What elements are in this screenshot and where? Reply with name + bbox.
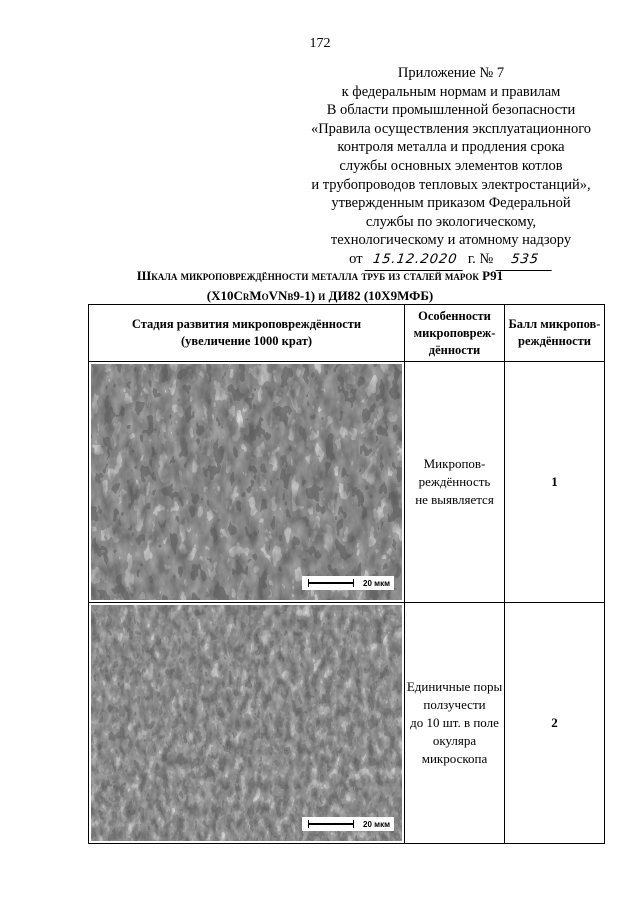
score-cell: 2 [505,603,605,844]
order-number-handwritten: 535 [495,251,554,271]
appendix-line: В области промышленной безопасности [326,102,576,119]
features-line: ползучести [423,697,486,712]
scale-bar-line [308,823,354,825]
scale-title-line: Шкала микроповреждённости металла труб из сталей марок Р91 [136,268,504,283]
scale-bar-label: 20 мкм [363,578,390,588]
appendix-line: «Правила осуществления эксплуатационного [310,120,592,137]
features-line: реждённость [418,474,491,489]
table-header-row [89,305,605,362]
features-cell [405,362,505,603]
scale-title [0,266,640,306]
scale-bar [302,817,394,831]
micrograph-cell [89,362,405,603]
header-score-line: Балл микропов- [508,317,601,331]
micrograph-cell [89,603,405,844]
header-features-line: дённости [428,342,481,357]
scale-bar-line [308,582,354,584]
appendix-line: к федеральным нормам и правилам [341,83,561,100]
scale-bar [302,576,394,590]
table-row [89,603,605,844]
header-score [505,305,605,362]
features-line: не выявляется [415,492,494,507]
order-number-prefix: г. № [467,250,494,267]
appendix-line: контроля металла и продления срока [337,139,565,156]
micrograph-texture [91,605,402,841]
micrograph-texture [91,364,402,600]
appendix-line: службы по экологическому, [365,213,537,230]
header-score-line: реждённости [518,334,591,348]
header-stage-line: (увеличение 1000 крат) [180,334,313,348]
features-line: до 10 шт. в поле [410,715,499,730]
features-line: окуляра [432,733,477,748]
order-prefix: от [349,250,363,267]
features-line: Микропов- [423,456,486,471]
header-features-line: Особенности [418,308,491,323]
header-features [405,305,505,362]
appendix-line: утвержденным приказом Федеральной [331,195,571,212]
appendix-line: технологическому и атомному надзору [330,232,572,249]
header-stage-line: Стадия развития микроповреждённости [131,317,362,331]
features-line: Единичные поры [406,679,503,694]
order-date-handwritten: 15.12.2020 [365,251,466,271]
features-cell [405,603,505,844]
appendix-line: Приложение № 7 [397,65,505,81]
damage-scale-table [88,304,605,844]
micrograph-image [91,605,402,841]
features-line: микроскопа [421,751,488,766]
scale-title-line: (X10CrMoVNb9-1) и ДИ82 (10Х9МФБ) [206,288,434,303]
scale-bar-label: 20 мкм [363,819,390,829]
header-stage [89,305,405,362]
page-number: 172 [309,36,331,51]
appendix-line: службы основных элементов котлов [339,157,563,174]
appendix-block [286,64,616,271]
score-cell: 1 [505,362,605,603]
table-row [89,362,605,603]
appendix-line: и трубопроводов тепловых электростанций», [311,176,591,193]
micrograph-image [91,364,402,600]
header-features-line: микроповреж- [413,325,496,340]
